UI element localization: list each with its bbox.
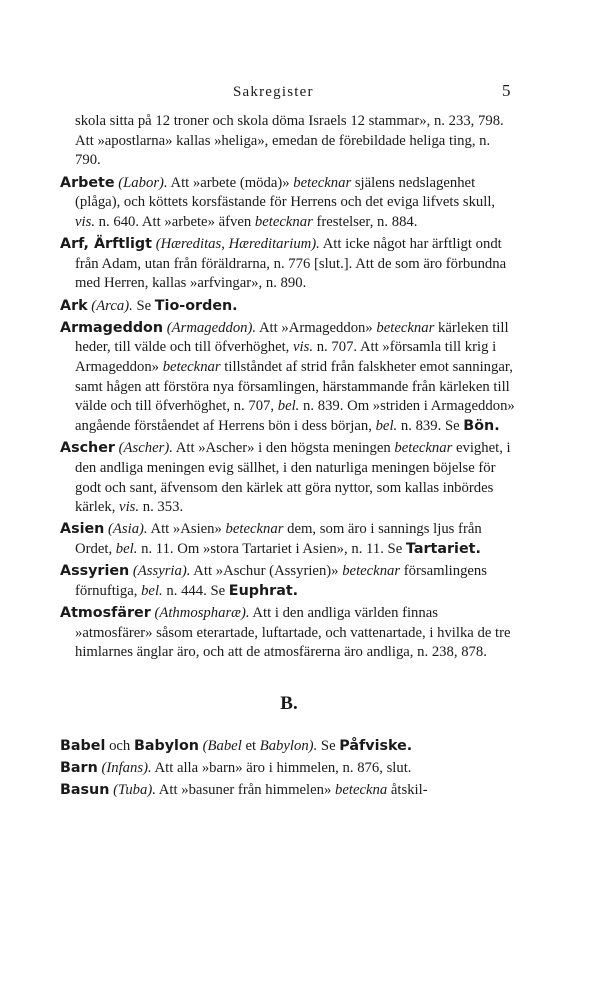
entry-text: n. 444. Se bbox=[162, 582, 229, 599]
italic-text: (Arca). bbox=[91, 297, 133, 314]
entry-text: n. 707. Att »församla till krig i Armageddon» bbox=[75, 339, 497, 375]
entry-headword: Asien bbox=[60, 521, 105, 538]
entry-headword: Babel bbox=[60, 738, 106, 755]
entry-text: församlingens förnuftiga, bbox=[75, 563, 487, 599]
entry-headword: Barn bbox=[60, 760, 98, 777]
entry-text: Att »arbete (möda)» bbox=[167, 174, 294, 191]
entry-text: själens nedslagenhet (plåga), och köttets korsfästande för Herrens och det eviga lifvets skull, bbox=[75, 174, 496, 211]
entry-text: Att »basuner från himmelen» bbox=[155, 782, 335, 799]
italic-text: betecknar bbox=[342, 563, 401, 580]
italic-text: betecknar bbox=[376, 319, 435, 336]
entry-text: skola sitta på 12 troner och skola döma Israels 12 stammar», n. 233, 798. Att »apostlarna» kallas »heliga», emedan de förebildade heliga ting, n. 790. bbox=[75, 113, 504, 169]
entry-headword: Ascher bbox=[60, 440, 115, 457]
italic-text: (Armageddon). bbox=[166, 319, 257, 336]
italic-text: (Labor). bbox=[118, 174, 168, 191]
cross-reference: Tio-orden. bbox=[154, 297, 238, 314]
italic-text: (Tuba). bbox=[113, 782, 156, 799]
index-entry-asien bbox=[60, 520, 518, 559]
italic-text: (Athmospharæ). bbox=[154, 605, 250, 621]
italic-text: betecknar bbox=[162, 359, 221, 375]
italic-text: (Ascher). bbox=[118, 440, 173, 457]
entry-text: n. 640. Att »arbete» äfven bbox=[95, 213, 255, 230]
entry-text: Se bbox=[132, 297, 155, 314]
entry-text: n. 839. Se bbox=[397, 418, 464, 435]
entry-headword: Basun bbox=[60, 782, 110, 799]
entry-text: Att »Ascher» i den högsta meningen bbox=[172, 440, 395, 457]
italic-text: (Babel bbox=[202, 738, 242, 755]
index-body bbox=[60, 112, 518, 803]
italic-text: Babylon). bbox=[259, 738, 318, 755]
cross-reference: Euphrat. bbox=[228, 582, 299, 599]
entry-text: Att icke något har ärftligt ondt från Adam, utan från föräldrarna, n. 776 [slut.]. Att de som äro förbundna med Herren, kallas »arfvingar», n. 890. bbox=[75, 236, 507, 292]
italic-text: betecknar bbox=[394, 440, 453, 457]
italic-text: (Asia). bbox=[108, 521, 148, 538]
running-title: Sakregister bbox=[233, 84, 314, 100]
index-entry-arf bbox=[60, 235, 518, 294]
entry-text: åtskil- bbox=[387, 782, 428, 799]
cross-reference: Påfviske. bbox=[339, 738, 413, 755]
index-entry-assyrien bbox=[60, 562, 518, 601]
index-entry-basun bbox=[60, 781, 518, 801]
entry-text: n. 11. Om »stora Tartariet i Asien», n. 11. Se bbox=[137, 541, 406, 558]
index-entry-atmosfarer bbox=[60, 604, 518, 663]
italic-text: betecknar bbox=[254, 213, 313, 230]
entry-headword: Arbete bbox=[60, 174, 115, 191]
index-entries-b bbox=[60, 737, 518, 801]
entry-text: evighet, i den andliga meningen evig sällhet, i den naturliga meningen böjelse för godt och sant, äfvensom den kärlek att göra nyttor, som kallas inbördes kärlek, bbox=[75, 440, 511, 516]
italic-text: betecknar bbox=[293, 174, 352, 191]
entry-headword: Ark bbox=[60, 297, 88, 314]
cross-reference: Bön. bbox=[463, 418, 500, 435]
section-letter: B. bbox=[280, 693, 298, 715]
italic-text: vis. bbox=[119, 499, 140, 516]
index-entry-arbete bbox=[60, 174, 518, 233]
italic-text: (Hæreditas, Hæreditarium). bbox=[155, 236, 320, 252]
entry-text: n. 353. bbox=[139, 499, 184, 516]
entry-text: frestelser, n. 884. bbox=[312, 213, 418, 230]
entry-text: Att alla »barn» äro i himmelen, n. 876, slut. bbox=[151, 760, 412, 777]
italic-text: betecknar bbox=[225, 521, 284, 538]
italic-text: (Assyria). bbox=[132, 563, 191, 580]
cross-reference: Tartariet. bbox=[405, 541, 481, 558]
entry-text: Att »Aschur (Assyrien)» bbox=[190, 563, 343, 580]
italic-text: vis. bbox=[75, 213, 95, 230]
entry-text: et bbox=[241, 738, 260, 755]
index-entry-ark bbox=[60, 297, 518, 317]
entry-text: Att »Asien» bbox=[147, 521, 226, 538]
entry-text: Att i den andliga världen finnas »atmosfärer» såsom eterartade, luftartade, och vattenartade, i hvilka de tre himlarnes änglar äro, och att de atmosfärerna äro andliga, n. 238, 878. bbox=[75, 605, 511, 661]
italic-text: bel. bbox=[375, 418, 398, 435]
italic-text: bel. bbox=[277, 398, 300, 415]
entry-headword: Babylon bbox=[133, 738, 199, 755]
italic-text: beteckna bbox=[335, 782, 388, 799]
italic-text: (Infans). bbox=[101, 760, 152, 777]
entry-text: n. 839. Om »striden i Armageddon» angående förståendet af Herrens bön i dess början, bbox=[75, 398, 515, 435]
entry-text: dem, som äro i sannings ljus från Ordet, bbox=[75, 521, 482, 558]
italic-text: bel. bbox=[141, 582, 163, 599]
index-entry-armageddon bbox=[60, 319, 518, 437]
italic-text: vis. bbox=[293, 339, 314, 356]
entry-headword: Arf, Ärftligt bbox=[60, 236, 153, 252]
index-entry-ascher bbox=[60, 439, 518, 518]
entry-text: och bbox=[105, 738, 134, 755]
entry-headword: Armageddon bbox=[60, 319, 164, 336]
index-entry-barn bbox=[60, 759, 518, 779]
page-number: 5 bbox=[502, 81, 511, 100]
index-entry-babel bbox=[60, 737, 518, 757]
entry-text: Se bbox=[317, 738, 340, 755]
entry-headword: Assyrien bbox=[60, 563, 130, 580]
index-entry-cont1 bbox=[60, 112, 518, 171]
entry-headword: Atmosfärer bbox=[60, 605, 151, 621]
page-header bbox=[0, 81, 616, 108]
entry-text: kärleken till heder, till välde och till öfverhöghet, bbox=[75, 319, 509, 356]
index-entries-a bbox=[60, 112, 518, 663]
entry-text: tillståndet af strid från falskheter emot sanningar, samt hågen att förstöra nya församlingen, härstammande från kärleken till välde och till öfverhöghet, n. 707, bbox=[75, 359, 513, 415]
entry-text: Att »Armageddon» bbox=[256, 319, 377, 336]
italic-text: bel. bbox=[115, 541, 138, 558]
